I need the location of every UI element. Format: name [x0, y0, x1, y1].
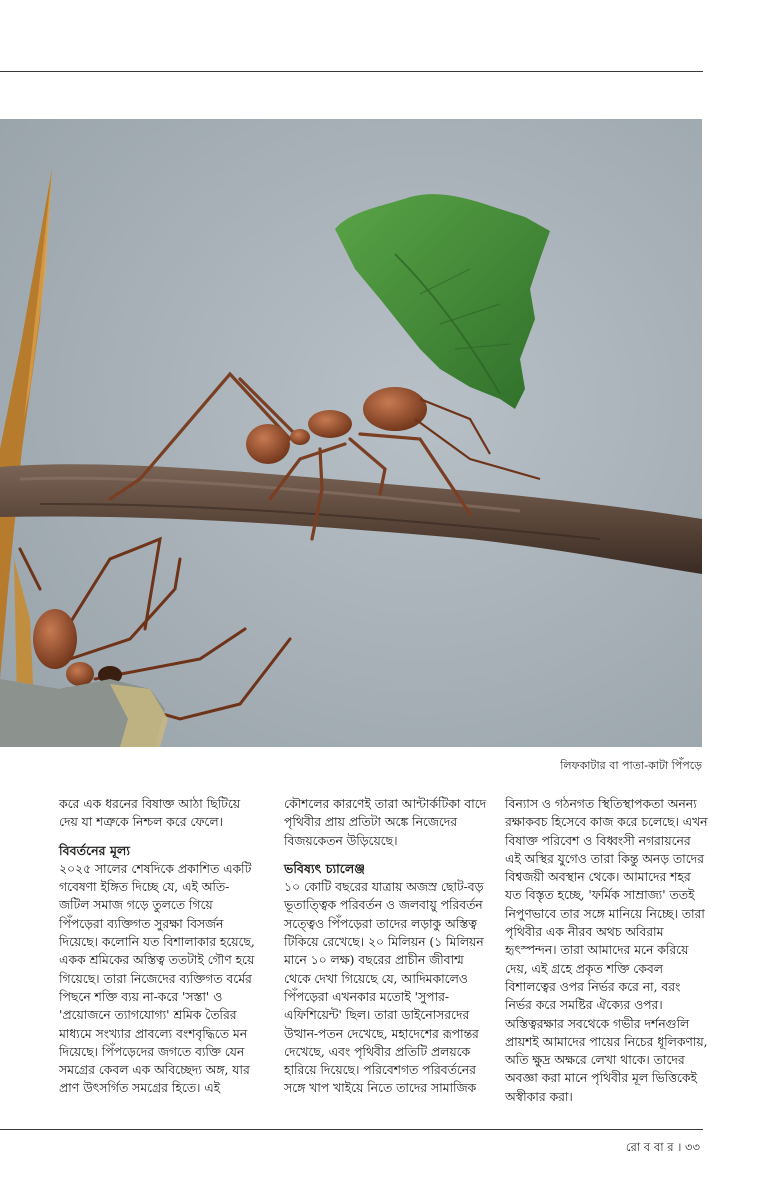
page-footer	[626, 1139, 700, 1158]
footer-separator: ।	[677, 1140, 682, 1154]
bottom-rule	[0, 1129, 703, 1130]
page-number: ৩৩	[685, 1140, 700, 1154]
column-3-body: বিন্যাস ও গঠনগত স্থিতিস্থাপকতা অনন্য রক্ষাকবচ হিসেবে কাজ করে চলেছে। এখন বিষাক্ত পরিবেশ ও বিধ্বংসী নগরায়নের এই অস্থির যুগেও তারা কিন্তু অনড় তাদের বিশ্বজয়ী অবস্থান থেকে। আমাদের শহর যত বিস্তৃত হচ্ছে, 'ফর্মিক সাম্রাজ্য' ততই নিপুণভাবে তার সঙ্গে মানিয়ে নিচ্ছে। তারা পৃথিবীর এক নীরব অথচ অবিরাম হৃৎস্পন্দন। তারা আমাদের মনে করিয়ে দেয়, এই গ্রহে প্রকৃত শক্তি কেবল বিশালত্বের ওপর নির্ভর করে না, বরং নির্ভর করে সমষ্টির ঐক্যের ওপর। অস্তিত্বরক্ষার সবথেকে গভীর দর্শনগুলি প্রায়শই আমাদের পায়ের নিচের ধূলিকণায়, অতি ক্ষুদ্র অক্ষরে লেখা থাকে। তাদের অবজ্ঞা করা মানে পৃথিবীর মূল ভিত্তিকেই অস্বীকার করা।	[505, 797, 708, 1104]
photo-caption: লিফকাটার বা পাতা-কাটা পিঁপড়ে	[560, 759, 702, 772]
leafcutter-ant-photo	[0, 119, 702, 747]
column-2-body: ১০ কোটি বছরের যাত্রায় অজস্র ছোট-বড় ভূতাত্ত্বিক পরিবর্তন ও জলবায়ু পরিবর্তন সত্ত্বেও পিঁপড়েরা তাদের লড়াকু অস্তিত্ব টিকিয়ে রেখেছে। ২০ মিলিয়ন (১ মিলিয়ন মানে ১০ লক্ষ) বছরের প্রাচীন জীবাশ্ম থেকে দেখা গিয়েছে যে, আদিমকালেও পিঁপড়েরা এখনকার মতোই 'সুপার-এফিশিয়েন্ট' ছিল। তারা ডাইনোসরদের উত্থান-পতন দেখেছে, মহাদেশের রূপান্তর দেখেছে, এবং পৃথিবীর প্রতিটি প্রলয়কে হারিয়ে দিয়েছে। পরিবেশগত পরিবর্তনের সঙ্গে খাপ খাইয়ে নিতে তাদের সামাজিক	[284, 880, 484, 1096]
section-heading-future: ভবিষ্যৎ চ্যালেঞ্জ	[284, 860, 366, 876]
section-heading-evolution: বিবর্তনের মূল্য	[59, 842, 130, 858]
column-2-intro: কৌশলের কারণেই তারা আন্টার্কটিকা বাদে পৃথিবীর প্রায় প্রতিটা অঙ্কে নিজেদের বিজয়কেতন উড়িয়েছে।	[284, 797, 487, 848]
column-1-intro: করে এক ধরনের বিষাক্ত আঠা ছিটিয়ে দেয় যা শত্রুকে নিশ্চল করে ফেলে।	[59, 797, 241, 830]
column-1	[59, 795, 259, 1098]
magazine-name: রো ব বা র	[625, 1140, 674, 1154]
column-2	[284, 795, 489, 1098]
top-rule	[0, 71, 703, 72]
column-1-body: ২০২৫ সালের শেষদিকে প্রকাশিত একটি গবেষণা ইঙ্গিত দিচ্ছে যে, এই অতি-জটিল সমাজ গড়ে তুলতে গিয়ে পিঁপড়েরা ব্যক্তিগত সুরক্ষা বিসর্জন দিয়েছে। কলোনি যত বিশালাকার হয়েছে, একক শ্রমিকের অস্তিত্ব ততটাই গৌণ হয়ে গিয়েছে। তারা নিজেদের ব্যক্তিগত বর্মের পিছনে শক্তি ব্যয় না-করে 'সস্তা' ও 'প্রয়োজনে ত্যাগযোগ্য' শ্রমিক তৈরির মাধ্যমে সংখ্যার প্রাবল্যে বংশবৃদ্ধিতে মন দিয়েছে। পিঁপড়েদের জগতে ব্যক্তি যেন সমগ্রের কেবল এক অবিচ্ছেদ্য অঙ্গ, যার প্রাণ উৎসর্গিত সমগ্রের হিতে। এই	[59, 861, 255, 1096]
column-3	[505, 795, 710, 1106]
